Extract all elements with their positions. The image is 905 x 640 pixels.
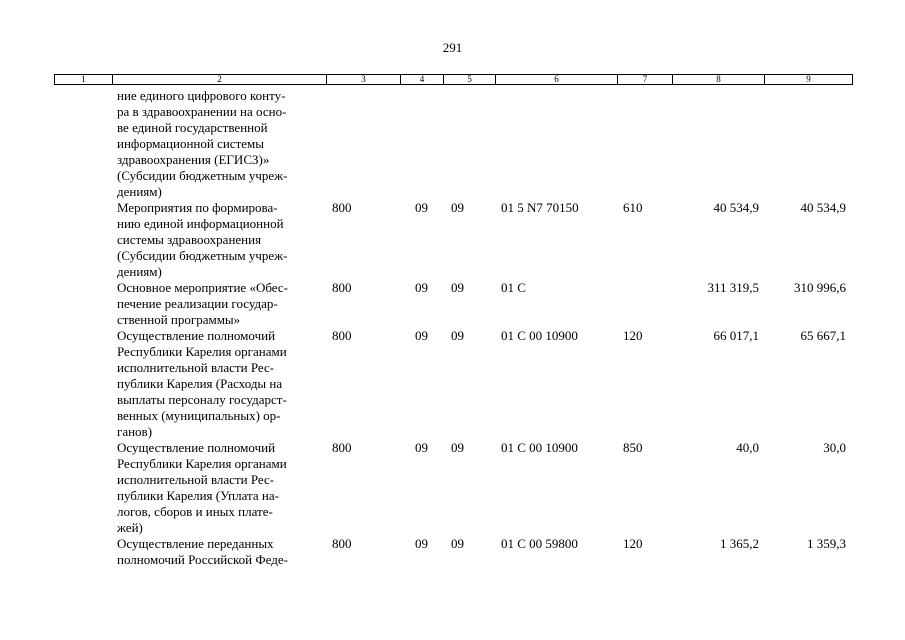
row-name bbox=[112, 88, 326, 200]
column-number: 1 bbox=[55, 75, 113, 85]
row-amount-2 bbox=[764, 88, 852, 200]
row-expense-type: 610 bbox=[623, 200, 643, 215]
row-section: 09 bbox=[415, 536, 428, 551]
table-row bbox=[54, 328, 852, 440]
table-row bbox=[54, 88, 852, 200]
row-admin-code: 800 bbox=[332, 440, 352, 455]
row-subsection: 09 bbox=[451, 280, 464, 295]
column-number: 3 bbox=[327, 75, 401, 85]
row-admin-code: 800 bbox=[332, 328, 352, 343]
row-section: 09 bbox=[415, 200, 428, 215]
row-amount-1: 40,0 bbox=[736, 440, 759, 455]
row-blank-cell bbox=[54, 200, 112, 280]
row-blank-cell bbox=[54, 328, 112, 440]
row-blank-cell bbox=[54, 536, 112, 568]
column-number: 5 bbox=[444, 75, 496, 85]
row-admin-code: 800 bbox=[332, 200, 352, 215]
row-name-text: ние единого цифрового конту- ра в здравоохранении на осно- ве единой государственной информационной системы здравоохранения (ЕГИСЗ)» (Субсидии бюджетным учреж- дениям) bbox=[117, 88, 288, 199]
row-amount-2: 40 534,9 bbox=[800, 200, 846, 215]
row-expense-type bbox=[617, 280, 672, 328]
row-name bbox=[112, 328, 326, 440]
row-target-code bbox=[495, 88, 617, 200]
row-expense-type: 850 bbox=[623, 440, 643, 455]
column-number: 8 bbox=[673, 75, 765, 85]
column-number: 7 bbox=[618, 75, 673, 85]
row-amount-2: 65 667,1 bbox=[800, 328, 846, 343]
table-row bbox=[54, 280, 852, 328]
row-name bbox=[112, 200, 326, 280]
row-subsection: 09 bbox=[451, 440, 464, 455]
table-row bbox=[54, 440, 852, 536]
row-admin-code bbox=[326, 88, 400, 200]
row-target-code: 01 5 N7 70150 bbox=[501, 200, 579, 215]
row-target-code: 01 С 00 59800 bbox=[501, 536, 578, 551]
row-amount-2: 30,0 bbox=[823, 440, 846, 455]
row-name-text: Осуществление полномочий Республики Карелия органами исполнительной власти Рес- публики Карелия (Уплата на- логов, сборов и иных плате- жей) bbox=[117, 440, 287, 535]
row-section bbox=[400, 88, 443, 200]
row-section: 09 bbox=[415, 328, 428, 343]
table-row bbox=[54, 536, 852, 568]
row-name-text: Осуществление переданных полномочий Российской Феде- bbox=[117, 536, 288, 567]
row-name-text: Основное мероприятие «Обес- печение реализации государ- ственной программы» bbox=[117, 280, 288, 327]
budget-table bbox=[54, 88, 852, 568]
row-amount-1: 40 534,9 bbox=[713, 200, 759, 215]
row-name bbox=[112, 280, 326, 328]
row-expense-type: 120 bbox=[623, 536, 643, 551]
row-amount-2: 1 359,3 bbox=[807, 536, 846, 551]
row-target-code: 01 С 00 10900 bbox=[501, 328, 578, 343]
row-subsection: 09 bbox=[451, 328, 464, 343]
row-amount-1: 1 365,2 bbox=[720, 536, 759, 551]
page-number: 291 bbox=[442, 40, 463, 55]
row-blank-cell bbox=[54, 440, 112, 536]
row-name-text: Мероприятия по формирова- нию единой информационной системы здравоохранения (Субсидии бюджетным учреж- дениям) bbox=[117, 200, 288, 279]
column-number-header bbox=[54, 74, 853, 85]
row-name bbox=[112, 440, 326, 536]
table-row bbox=[54, 200, 852, 280]
row-target-code: 01 С bbox=[501, 280, 526, 295]
row-name-text: Осуществление полномочий Республики Карелия органами исполнительной власти Рес- публики Карелия (Расходы на выплаты персоналу государст- венных (муниципальных) ор- ганов) bbox=[117, 328, 287, 439]
row-expense-type: 120 bbox=[623, 328, 643, 343]
row-name bbox=[112, 536, 326, 568]
row-subsection: 09 bbox=[451, 200, 464, 215]
row-section: 09 bbox=[415, 280, 428, 295]
row-amount-1 bbox=[672, 88, 764, 200]
row-blank-cell bbox=[54, 280, 112, 328]
column-number: 2 bbox=[113, 75, 327, 85]
row-expense-type bbox=[617, 88, 672, 200]
column-number: 9 bbox=[765, 75, 853, 85]
row-amount-1: 311 319,5 bbox=[707, 280, 759, 295]
row-section: 09 bbox=[415, 440, 428, 455]
row-amount-1: 66 017,1 bbox=[713, 328, 759, 343]
column-number: 4 bbox=[401, 75, 444, 85]
row-subsection bbox=[443, 88, 495, 200]
column-number: 6 bbox=[496, 75, 618, 85]
row-admin-code: 800 bbox=[332, 536, 352, 551]
row-amount-2: 310 996,6 bbox=[794, 280, 846, 295]
row-target-code: 01 С 00 10900 bbox=[501, 440, 578, 455]
row-blank-cell bbox=[54, 88, 112, 200]
row-admin-code: 800 bbox=[332, 280, 352, 295]
row-subsection: 09 bbox=[451, 536, 464, 551]
